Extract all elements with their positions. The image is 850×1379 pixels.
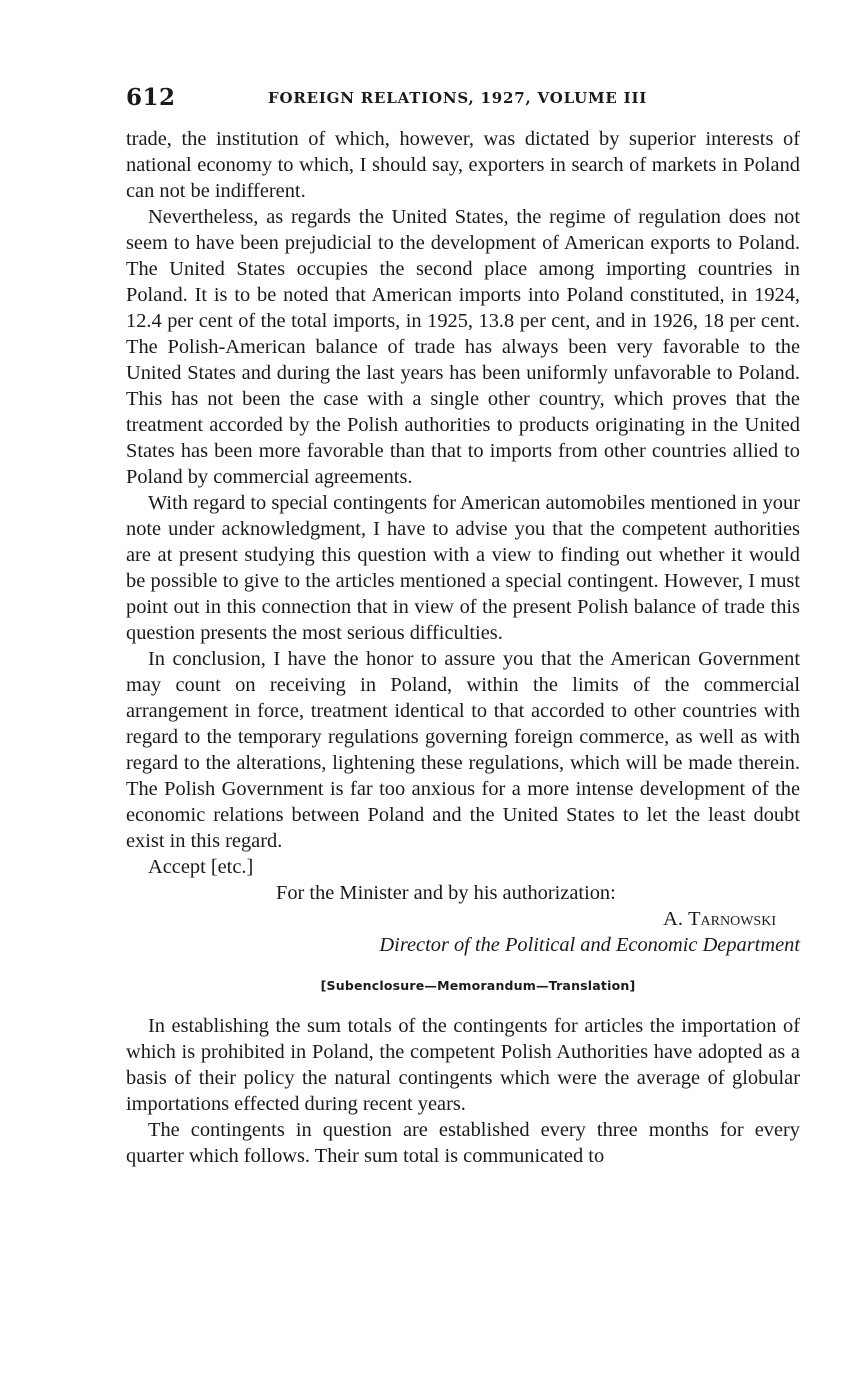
signature-title: Director of the Political and Economic Department <box>379 934 800 956</box>
paragraph-automobiles: With regard to special contingents for American automobiles mentioned in your note under acknowledgment, I have to advise you that the competent authorities are at present studying this question with a view to finding out whether it would be possible to give to the articles mentioned a special contingent. However, I must point out in this connection that in view of the present Polish balance of trade this question presents the most serious difficulties. <box>126 492 800 644</box>
page-number: 612 <box>126 84 176 111</box>
document-page <box>126 84 800 1169</box>
memorandum-paragraph: The contingents in question are established every three months for every quarter which follows. Their sum total is communicated to <box>126 1119 800 1167</box>
paragraph-continuation: trade, the institution of which, however, was dictated by superior interests of national economy to which, I should say, exporters in search of markets in Poland can not be indifferent. <box>126 128 800 202</box>
signature-initial: A. <box>663 908 689 930</box>
closing-phrase: Accept [etc.] <box>148 856 254 878</box>
signature-name <box>126 906 800 932</box>
running-title: FOREIGN RELATIONS, 1927, VOLUME III <box>268 89 648 107</box>
signature-authorization: For the Minister and by his authorization: <box>276 882 616 904</box>
paragraph-us-trade: Nevertheless, as regards the United States, the regime of regulation does not seem to have been prejudicial to the development of American exports to Poland. The United States occupies the second place among importing countries in Poland. It is to be noted that American imports into Poland constituted, in 1924, 12.4 per cent of the total imports, in 1925, 13.8 per cent, and in 1926, 18 per cent. The Polish-American balance of trade has always been very favorable to the United States and during the last years has been uniformly unfavorable to Poland. This has not been the case with a single other country, which proves that the treatment accorded by the Polish authorities to products originating in the United States has been more favorable than that to imports from other countries allied to Poland by commercial agreements. <box>126 206 800 488</box>
signature-surname: Tarnowski <box>688 908 776 930</box>
letter-body <box>126 126 800 880</box>
memorandum-body <box>126 1013 800 1169</box>
running-head <box>126 84 800 114</box>
subenclosure-heading: [Subenclosure—Memorandum—Translation] <box>320 978 636 993</box>
paragraph-conclusion: In conclusion, I have the honor to assure you that the American Government may count on receiving in Poland, within the limits of the commercial arrangement in force, treatment identical to that accorded to other countries with regard to the temporary regulations governing foreign commerce, as well as with regard to the alterations, lightening these regulations, which will be made therein. The Polish Government is far too anxious for a more intense development of the economic relations between Poland and the United States to let the least doubt exist in this regard. <box>126 648 800 852</box>
signature-block <box>126 880 800 958</box>
memorandum-paragraph: In establishing the sum totals of the contingents for articles the importation of which is prohibited in Poland, the competent Polish Authorities have adopted as a basis of their policy the natural contingents which were the average of globular importations effected during recent years. <box>126 1015 800 1115</box>
